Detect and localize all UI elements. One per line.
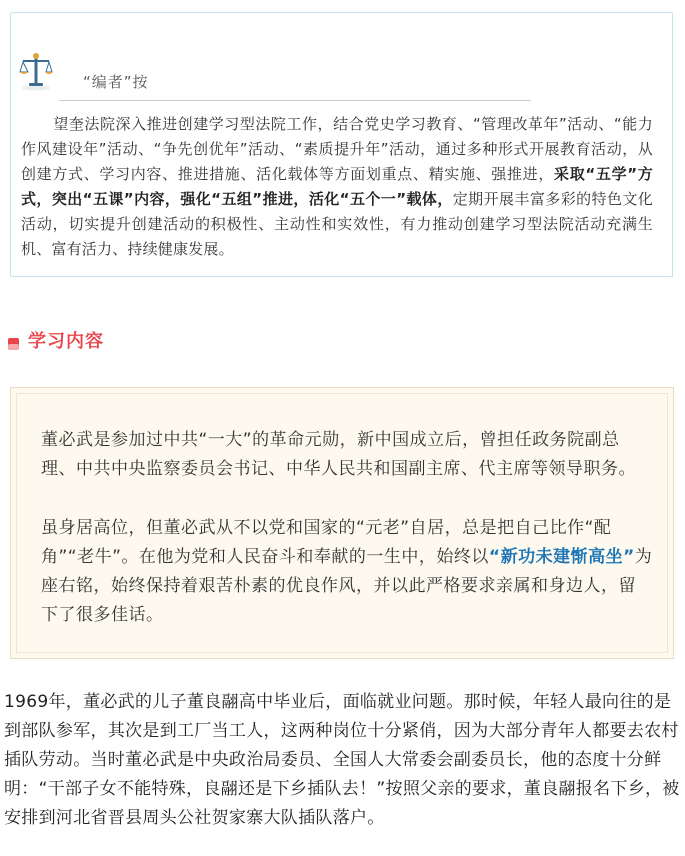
section-title: 学习内容 <box>28 331 104 352</box>
quote-paragraph-1: 董必武是参加过中共“一大”的革命元勋，新中国成立后，曾担任政务院副总理、中共中央监察委员会书记、中华人民共和国副主席、代主席等领导职务。 <box>41 430 636 479</box>
editor-note-title: “编者”按 <box>83 73 149 91</box>
quote-inner <box>16 393 668 653</box>
editor-note-box <box>10 12 673 277</box>
editor-note-lead: 望奎法院深入推进创建学习型法院工作，结合党史学习教育、“管理改革年”活动、“能力作风建设年”活动、“争先创优年”活动、“素质提升年”活动，通过多种形式开展教育活动，从创建方式、学习内容、推进措施、活化载体等方面划重点、精实施、强推进， <box>21 115 653 183</box>
divider <box>59 100 531 101</box>
body-paragraph: 1969年，董必武的儿子董良翮高中毕业后，面临就业问题。那时候，年轻人最向往的是到部队参军，其次是到工厂当工人，这两种岗位十分紧俏，因为大部分青年人都要去农村插队劳动。当时董必武是中央政治局委员、全国人大常委会副委员长，他的态度十分鲜明：“干部子女不能特殊，良翮还是下乡插队去！”按照父亲的要求，董良翮报名下乡，被安排到河北省晋县周头公社贺家寨大队插队落户。 <box>4 692 680 828</box>
editor-note-text <box>21 112 653 262</box>
editor-note-bold: 采取“五学”方式，突出“五课”内容，强化“五组”推进，活化“五个一”载体， <box>21 165 653 208</box>
quote-p2-tail: 为座右铭，始终保持着艰苦朴素的优良作风，并以此严格要求亲属和身边人，留下了很多佳话。 <box>41 547 653 625</box>
quote-paragraph-2 <box>41 514 653 630</box>
quote-box <box>10 387 674 659</box>
section-marker-icon <box>8 338 19 350</box>
quote-p2-lead: 虽身居高位，但董必武从不以党和国家的“元老”自居，总是把自己比作“配角”“老牛”。在他为党和人民奋斗和奉献的一生中，始终以 <box>41 518 612 567</box>
quote-highlight: “新功未建惭高坐” <box>488 547 635 567</box>
editor-note-tail: 定期开展丰富多彩的特色文化活动，切实提升创建活动的积极性、主动性和实效性，有力推动创建学习型法院活动充满生机、富有活力、持续健康发展。 <box>21 190 653 258</box>
scale-of-justice-icon <box>19 51 53 91</box>
